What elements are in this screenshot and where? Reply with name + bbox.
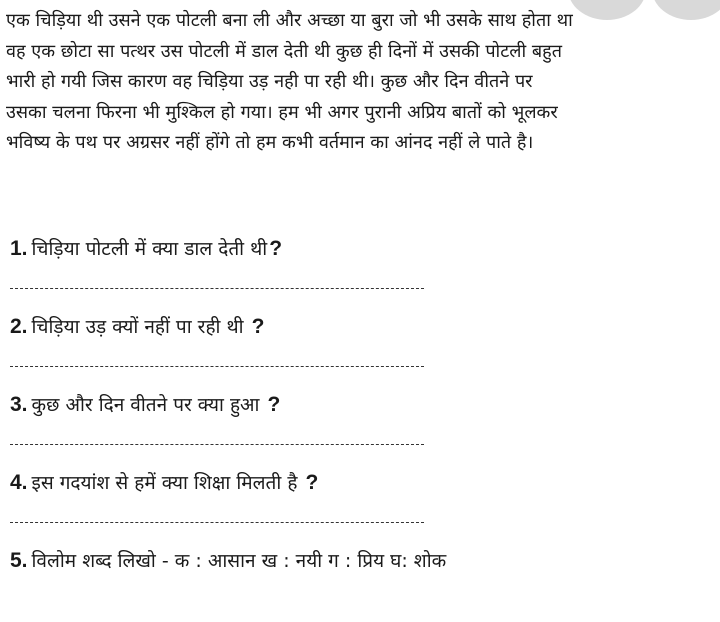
question-text: चिड़िया उड़ क्यों नहीं पा रही थी — [31, 316, 244, 338]
answer-line[interactable] — [10, 366, 424, 367]
answer-line[interactable] — [10, 522, 424, 523]
question-text: विलोम शब्द लिखो - क : आसान ख : नयी ग : प्रिय घ: शोक — [31, 550, 447, 572]
question-list — [10, 232, 710, 622]
question-mark: ? — [267, 393, 281, 416]
question-text: इस गदयांश से हमें क्या शिक्षा मिलती है — [31, 472, 298, 494]
question-mark: ? — [305, 471, 319, 494]
question-5 — [10, 544, 710, 622]
question-number: 4. — [10, 471, 28, 494]
answer-line[interactable] — [10, 288, 424, 289]
passage-line: उसका चलना फिरना भी मुश्किल हो गया। हम भी अगर पुरानी अप्रिय बातों को भूलकर — [6, 101, 558, 123]
passage-line: वह एक छोटा सा पत्थर उस पोटली में डाल देती थी कुछ ही दिनों में उसकी पोटली बहुत — [6, 40, 562, 62]
question-number: 1. — [10, 237, 28, 260]
question-mark: ? — [269, 237, 283, 260]
question-1 — [10, 232, 710, 310]
passage — [6, 6, 718, 159]
question-2 — [10, 310, 710, 388]
question-text: कुछ और दिन वीतने पर क्या हुआ — [31, 394, 260, 416]
question-number: 2. — [10, 315, 28, 338]
passage-line: एक चिड़िया थी उसने एक पोटली बना ली और अच्छा या बुरा जो भी उसके साथ होता था — [6, 10, 573, 31]
question-4 — [10, 466, 710, 544]
answer-line[interactable] — [10, 444, 424, 445]
question-number: 3. — [10, 393, 28, 416]
question-mark: ? — [251, 315, 265, 338]
question-number: 5. — [10, 549, 28, 572]
question-text: चिड़िया पोटली में क्या डाल देती थी — [31, 238, 268, 260]
passage-line: भारी हो गयी जिस कारण वह चिड़िया उड़ नही पा रही थी। कुछ और दिन वीतने पर — [6, 71, 533, 92]
passage-line: भविष्य के पथ पर अग्रसर नहीं होंगे तो हम कभी वर्तमान का आंनद नहीं ले पाते है। — [6, 132, 534, 153]
question-3 — [10, 388, 710, 466]
